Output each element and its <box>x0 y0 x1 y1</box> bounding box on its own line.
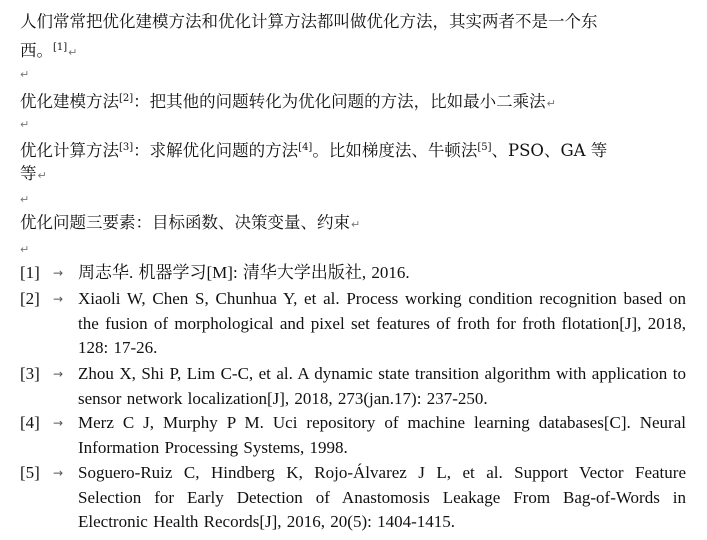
reference-text: Zhou X, Shi P, Lim C-C, et al. A dynamic state transition algorithm with application to sensor network localization[J], 2018, 273(jan.17): 237-250. <box>78 364 686 408</box>
paragraph-intro <box>20 9 598 35</box>
tab-arrow-icon: → <box>53 292 64 306</box>
reference-item-2 <box>20 287 686 361</box>
citation-2[interactable]: [2] <box>119 93 134 104</box>
reference-item-3 <box>20 362 686 411</box>
paragraph-text: 。比如梯度法、牛顿法 <box>312 141 478 160</box>
paragraph-text: 、PSO、GA 等 <box>491 141 608 160</box>
reference-item-1 <box>20 261 686 286</box>
paragraph-text: 等 <box>20 164 37 183</box>
reference-text: 周志华. 机器学习[M]: 清华大学出版社, 2016. <box>78 263 410 282</box>
reference-number: [3] <box>20 364 40 383</box>
paragraph-mark-icon: ↵ <box>546 97 556 110</box>
tab-arrow-icon: → <box>53 416 64 430</box>
reference-item-5 <box>20 461 686 535</box>
citation-1[interactable]: [1] <box>53 42 68 53</box>
paragraph-computation-cont <box>20 161 47 189</box>
empty-paragraph-mark-icon: ↵ <box>20 193 30 206</box>
citation-4[interactable]: [4] <box>298 142 313 153</box>
paragraph-text: 优化计算方法 <box>20 141 119 160</box>
tab-arrow-icon: → <box>53 466 64 480</box>
tab-arrow-icon: → <box>53 367 64 381</box>
paragraph-computation <box>20 135 607 164</box>
empty-paragraph-mark-icon: ↵ <box>20 68 30 81</box>
reference-number: [4] <box>20 413 40 432</box>
paragraph-modeling <box>20 86 556 117</box>
paragraph-text: 优化建模方法 <box>20 92 119 111</box>
paragraph-text: 优化问题三要素：目标函数、决策变量、约束 <box>20 213 350 232</box>
paragraph-mark-icon: ↵ <box>351 218 361 231</box>
paragraph-intro-cont <box>20 35 77 66</box>
citation-5[interactable]: [5] <box>477 142 492 153</box>
reference-text: Merz C J, Murphy P M. Uci repository of machine learning databases[C]. Neural Information Processing Systems, 1998. <box>78 413 686 457</box>
paragraph-text: ：把其他的问题转化为优化问题的方法，比如最小二乘法 <box>133 92 546 111</box>
paragraph-text: ：求解优化问题的方法 <box>133 141 299 160</box>
tab-arrow-icon: → <box>53 266 64 280</box>
empty-paragraph-mark-icon: ↵ <box>20 243 30 256</box>
reference-number: [2] <box>20 289 40 308</box>
reference-number: [1] <box>20 263 40 282</box>
reference-text: Xiaoli W, Chen S, Chunhua Y, et al. Process working condition recognition based on the fusion of morphological and pixel set features of froth for froth flotation[J], 2018, 128: 17-26. <box>78 289 686 357</box>
paragraph-text: 人们常常把优化建模方法和优化计算方法都叫做优化方法，其实两者不是一个东 <box>20 12 598 31</box>
paragraph-mark-icon: ↵ <box>37 169 47 182</box>
reference-number: [5] <box>20 463 40 482</box>
paragraph-text: 西。 <box>20 41 53 60</box>
paragraph-mark-icon: ↵ <box>68 46 78 59</box>
reference-text: Soguero-Ruiz C, Hindberg K, Rojo-Álvarez J L, et al. Support Vector Feature Selection for Early Detection of Anastomosis Leakage From Bag-of-Words in Electronic Health Records[J], 2016, 20(5): 1404-1415. <box>78 463 686 531</box>
empty-paragraph-mark-icon: ↵ <box>20 118 30 131</box>
paragraph-three-elements <box>20 210 360 238</box>
citation-3[interactable]: [3] <box>119 142 134 153</box>
reference-item-4 <box>20 411 686 460</box>
